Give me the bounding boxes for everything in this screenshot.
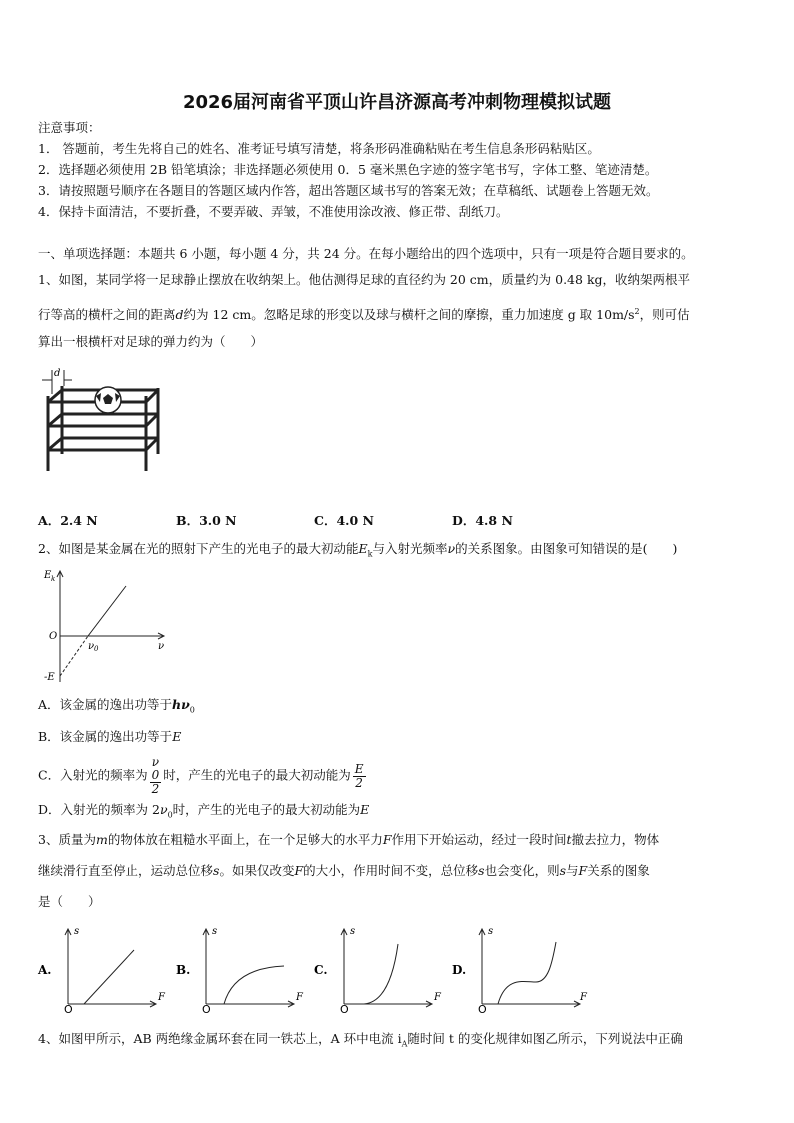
q1-option-a[interactable]: A．2.4 N	[38, 513, 98, 528]
q2-ek-sub: k	[367, 549, 373, 559]
q2-text: B．该金属的逸出功等于	[38, 729, 173, 744]
q2-option-a[interactable]	[38, 697, 195, 719]
svg-text:O: O	[478, 1003, 487, 1016]
q2-nu: ν	[159, 802, 168, 817]
svg-text:B.: B.	[176, 963, 191, 977]
q2-text: 时，产生的光电子的最大初动能为	[172, 802, 361, 817]
q1-shelf-figure	[38, 366, 168, 476]
q3-graph-c[interactable]	[314, 924, 444, 1014]
q2-text: A．该金属的逸出功等于	[38, 697, 173, 712]
q2-e: E	[360, 802, 370, 817]
q1-option-d[interactable]: D．4.8 N	[452, 513, 513, 528]
q2-text: D．入射光的频率为 2	[38, 802, 160, 817]
svg-text:s: s	[74, 926, 80, 937]
q3-line-3: 是（ ）	[38, 894, 101, 909]
q1-var-d: d	[175, 307, 184, 323]
svg-text:F: F	[296, 992, 303, 1003]
q2-sub: 0	[167, 810, 173, 820]
q2-frac-nu: ν 0 2	[151, 755, 160, 796]
svg-text:O: O	[202, 1003, 211, 1016]
q2-nu0-sub: 0	[94, 645, 99, 653]
q2-text: 与入射光频率	[372, 541, 448, 556]
q2-text: 2、如图是某金属在光的照射下产生的光电子的最大初动能	[38, 541, 359, 556]
svg-text:s: s	[212, 926, 218, 937]
q1-label-d: d	[54, 368, 61, 379]
q2-x-label: ν	[158, 641, 165, 652]
svg-text:s: s	[488, 926, 494, 937]
notice-item-2: 2．选择题必须使用 2B 铅笔填涂；非选择题必须使用 0．5 毫米黑色字迹的签字笔书写，字体工整、笔迹清楚。	[38, 162, 658, 177]
svg-text:F: F	[158, 992, 165, 1003]
svg-text:A.: A.	[38, 963, 52, 977]
q1-line-3: 算出一根横杆对足球的弹力约为（ ）	[38, 334, 264, 349]
q1-line-1: 1、如图，某同学将一足球静止摆放在收纳架上。他估测得足球的直径约为 20 cm，质量约为 0.48 kg，收纳架两根平	[38, 272, 691, 287]
q2-nu: ν	[447, 541, 456, 556]
q2-y-sub: k	[51, 575, 56, 583]
q2-text: C．入射光的频率为	[38, 767, 148, 783]
svg-text:C.: C.	[314, 963, 328, 977]
q3-graph-d[interactable]	[452, 924, 592, 1014]
q2-text: 时，产生的光电子的最大初动能为	[163, 767, 351, 783]
svg-text:O: O	[64, 1003, 73, 1016]
notice-item-4: 4．保持卡面清洁，不要折叠，不要弄破、弄皱，不准使用涂改液、修正带、刮纸刀。	[38, 204, 509, 219]
section-heading: 一、单项选择题：本题共 6 小题，每小题 4 分，共 24 分。在每小题给出的四个选项中，只有一项是符合题目要求的。	[38, 246, 694, 261]
q2-option-d[interactable]	[38, 802, 369, 824]
q3-line-1: 3、质量为m的物体放在粗糙水平面上，在一个足够大的水平力F作用下开始运动，经过一段时间t撤去拉力，物体	[38, 832, 660, 847]
q4-line-1: 4、如图甲所示，AB 两绝缘金属环套在同一铁芯上，A 环中电流 $i_A$随时间 t 的变化规律如图乙所示，下列说法中正确	[38, 1031, 683, 1049]
q2-stem	[38, 541, 677, 563]
notice-item-1: 1． 答题前，考生先将自己的姓名、准考证号填写清楚，将条形码准确粘贴在考生信息条形码粘贴区。	[38, 141, 600, 156]
q3-line-2: 继续滑行直至停止，运动总位移s。如果仅改变F的大小，作用时间不变，总位移s也会变化，则s与F关系的图象	[38, 863, 650, 878]
q2-option-b[interactable]	[38, 729, 181, 745]
q2-ek: E	[358, 541, 368, 556]
q2-frac-e: $\frac{E}{2}$	[354, 761, 364, 790]
q2-sub: 0	[189, 705, 195, 715]
q2-graph	[38, 566, 178, 686]
notice-item-3: 3．请按照题号顺序在各题目的答题区域内作答，超出答题区域书写的答案无效；在草稿纸、试题卷上答题无效。	[38, 183, 659, 198]
q1-line-2	[38, 304, 690, 323]
svg-text:D.: D.	[452, 963, 467, 977]
svg-text:s: s	[350, 926, 356, 937]
q1-option-c[interactable]: C．4.0 N	[314, 513, 374, 528]
page-title: 2026届河南省平顶山许昌济源高考冲刺物理模拟试题	[182, 92, 612, 113]
q2-nu0: ν	[88, 641, 95, 652]
q1-option-b[interactable]: B．3.0 N	[176, 513, 237, 528]
q1-text: 行等高的横杆之间的距离	[38, 307, 176, 323]
q3-graph-a[interactable]	[38, 924, 168, 1014]
svg-text:O: O	[340, 1003, 349, 1016]
q1-sup: 2	[634, 307, 640, 316]
svg-text:F: F	[434, 992, 441, 1003]
q2-option-c[interactable]	[38, 756, 368, 796]
q2-y-label: E	[44, 570, 52, 581]
notice-heading: 注意事项：	[38, 120, 101, 135]
q1-text: 约为 12 cm。忽略足球的形变以及球与横杆之间的摩擦，重力加速度 g 取 10m/s	[183, 307, 635, 323]
q2-hnu: hν	[172, 697, 190, 712]
q2-origin: O	[49, 631, 58, 642]
q2-neg-e: -E	[44, 672, 55, 683]
svg-text:F: F	[580, 992, 587, 1003]
q3-graph-b[interactable]	[176, 924, 306, 1014]
q2-text: 的关系图象。由图象可知错误的是( )	[455, 541, 678, 556]
q2-e: E	[172, 729, 182, 744]
q1-text: ，则可估	[639, 307, 690, 323]
